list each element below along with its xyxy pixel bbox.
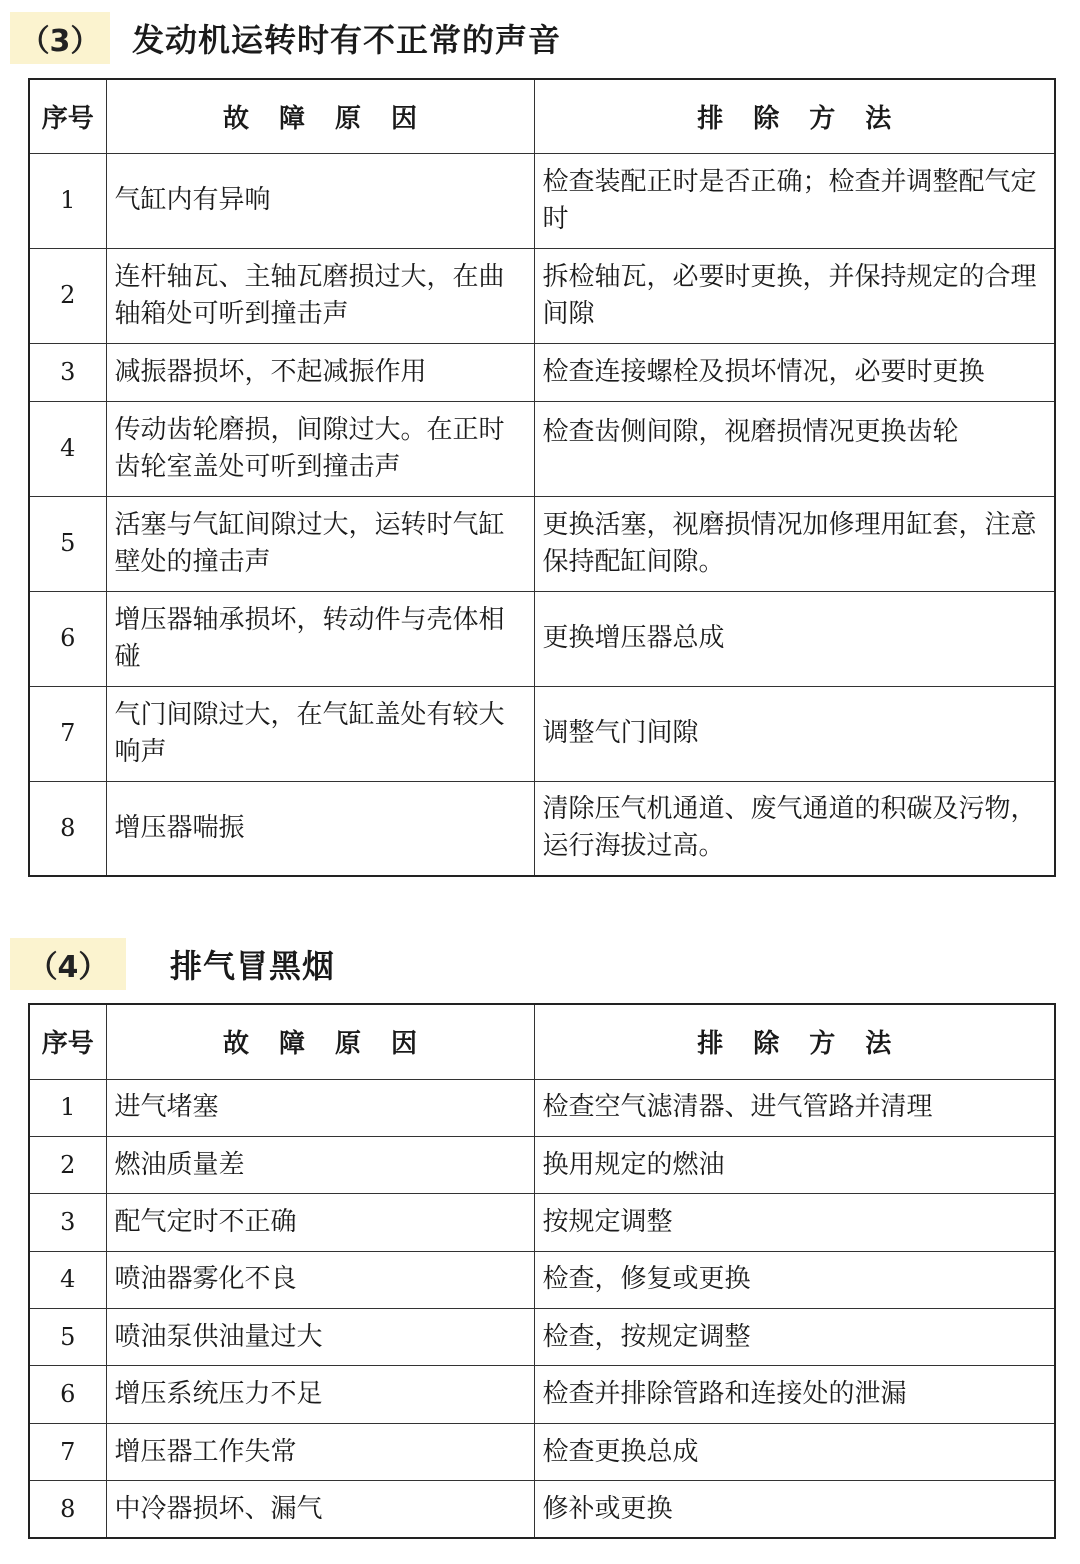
row-fix: 修补或更换 — [534, 1481, 1055, 1538]
row-fix: 换用规定的燃油 — [534, 1136, 1055, 1193]
row-no: 5 — [29, 1309, 106, 1366]
row-fix: 检查，按规定调整 — [534, 1309, 1055, 1366]
row-no: 2 — [29, 1136, 106, 1193]
table-header-row — [29, 79, 1055, 153]
section-4-fault-table — [28, 1003, 1056, 1539]
table-row — [29, 1366, 1055, 1423]
table-row — [29, 496, 1055, 591]
section-4-heading — [10, 936, 335, 992]
row-no: 5 — [29, 496, 106, 591]
row-no: 4 — [29, 1251, 106, 1308]
row-no: 7 — [29, 1423, 106, 1480]
table-row — [29, 1423, 1055, 1480]
section-4-title: 排气冒黑烟 — [170, 947, 336, 985]
header-no: 序号 — [29, 1004, 106, 1079]
table-header-row — [29, 1004, 1055, 1079]
table-row — [29, 1194, 1055, 1251]
row-fix: 检查连接螺栓及损坏情况，必要时更换 — [534, 343, 1055, 401]
row-cause: 喷油器雾化不良 — [106, 1251, 534, 1308]
row-fix: 更换增压器总成 — [534, 591, 1055, 686]
row-fix: 检查装配正时是否正确；检查并调整配气定时 — [534, 153, 1055, 248]
section-4-number: （4） — [10, 938, 126, 990]
header-cause: 故障原因 — [106, 79, 534, 153]
row-no: 8 — [29, 781, 106, 876]
row-cause: 增压系统压力不足 — [106, 1366, 534, 1423]
table-row — [29, 1251, 1055, 1308]
row-cause: 中冷器损坏、漏气 — [106, 1481, 534, 1538]
table-row — [29, 1079, 1055, 1136]
row-fix: 检查更换总成 — [534, 1423, 1055, 1480]
row-fix: 拆检轴瓦，必要时更换，并保持规定的合理间隙 — [534, 248, 1055, 343]
table-row — [29, 686, 1055, 781]
table-row — [29, 591, 1055, 686]
row-cause: 喷油泵供油量过大 — [106, 1309, 534, 1366]
row-no: 1 — [29, 1079, 106, 1136]
row-cause: 增压器喘振 — [106, 781, 534, 876]
row-fix: 清除压气机通道、废气通道的积碳及污物，运行海拔过高。 — [534, 781, 1055, 876]
row-no: 4 — [29, 401, 106, 496]
table-row — [29, 343, 1055, 401]
header-cause: 故障原因 — [106, 1004, 534, 1079]
table-row — [29, 1309, 1055, 1366]
header-fix: 排除方法 — [534, 79, 1055, 153]
row-no: 7 — [29, 686, 106, 781]
table-row — [29, 248, 1055, 343]
row-fix: 更换活塞，视磨损情况加修理用缸套，注意保持配缸间隙。 — [534, 496, 1055, 591]
row-fix: 按规定调整 — [534, 1194, 1055, 1251]
row-no: 3 — [29, 343, 106, 401]
row-cause: 配气定时不正确 — [106, 1194, 534, 1251]
row-fix: 调整气门间隙 — [534, 686, 1055, 781]
table-row — [29, 781, 1055, 876]
row-cause: 增压器轴承损坏，转动件与壳体相碰 — [106, 591, 534, 686]
row-no: 6 — [29, 1366, 106, 1423]
row-fix: 检查空气滤清器、进气管路并清理 — [534, 1079, 1055, 1136]
row-cause: 增压器工作失常 — [106, 1423, 534, 1480]
row-cause: 进气堵塞 — [106, 1079, 534, 1136]
table-row — [29, 1481, 1055, 1538]
header-no: 序号 — [29, 79, 106, 153]
section-3-heading — [10, 10, 561, 66]
row-no: 8 — [29, 1481, 106, 1538]
section-3-fault-table — [28, 78, 1056, 877]
row-fix: 检查，修复或更换 — [534, 1251, 1055, 1308]
section-3-title: 发动机运转时有不正常的声音 — [132, 21, 562, 59]
row-no: 1 — [29, 153, 106, 248]
row-cause: 活塞与气缸间隙过大，运转时气缸壁处的撞击声 — [106, 496, 534, 591]
row-cause: 减振器损坏，不起减振作用 — [106, 343, 534, 401]
row-no: 3 — [29, 1194, 106, 1251]
table-row — [29, 153, 1055, 248]
row-cause: 燃油质量差 — [106, 1136, 534, 1193]
table-row — [29, 1136, 1055, 1193]
row-no: 6 — [29, 591, 106, 686]
table-row — [29, 401, 1055, 496]
row-no: 2 — [29, 248, 106, 343]
row-fix: 检查齿侧间隙，视磨损情况更换齿轮 — [534, 401, 1055, 496]
row-cause: 传动齿轮磨损，间隙过大。在正时齿轮室盖处可听到撞击声 — [106, 401, 534, 496]
header-fix: 排除方法 — [534, 1004, 1055, 1079]
row-cause: 气缸内有异响 — [106, 153, 534, 248]
row-cause: 连杆轴瓦、主轴瓦磨损过大，在曲轴箱处可听到撞击声 — [106, 248, 534, 343]
row-fix: 检查并排除管路和连接处的泄漏 — [534, 1366, 1055, 1423]
section-3-number: （3） — [10, 12, 110, 64]
row-cause: 气门间隙过大，在气缸盖处有较大响声 — [106, 686, 534, 781]
